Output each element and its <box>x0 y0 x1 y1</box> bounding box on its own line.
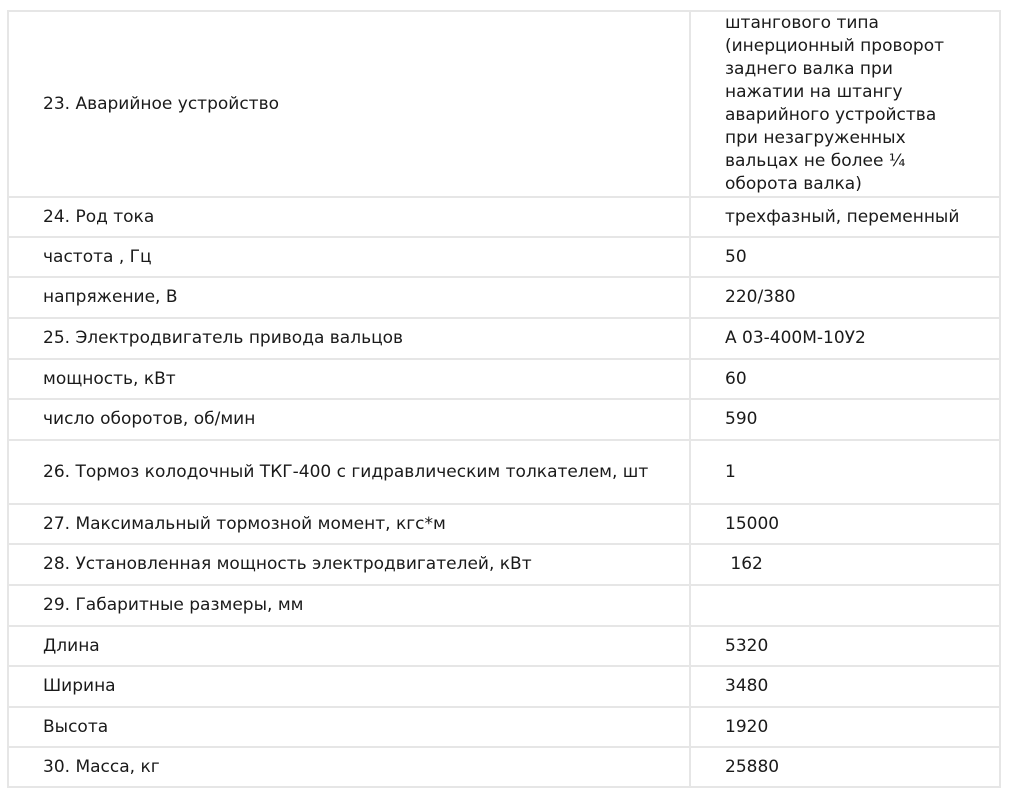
param-value: 3480 <box>725 676 769 696</box>
param-value: штангового типа (инерционный проворот заднего валка при нажатии на штангу аварийного устройства при незагруженных вальцах не более ¼ оборота валка) <box>725 13 950 194</box>
param-cell <box>8 399 690 440</box>
param-cell <box>8 626 690 666</box>
param-cell <box>8 318 690 359</box>
param-cell <box>8 707 690 747</box>
param-value: 50 <box>725 246 747 267</box>
param-label: 25. Электродвигатель привода вальцов <box>43 328 404 348</box>
param-cell <box>8 237 690 277</box>
param-cell <box>8 666 690 707</box>
table-row <box>8 440 1000 504</box>
param-label: 26. Тормоз колодочный ТКГ-400 с гидравлическим толкателем, шт <box>43 461 649 482</box>
value-cell <box>690 197 1000 237</box>
param-cell <box>8 277 690 318</box>
param-value: 5320 <box>725 635 769 656</box>
table-row <box>8 504 1000 544</box>
value-cell <box>690 504 1000 544</box>
param-cell <box>8 359 690 399</box>
value-cell <box>690 11 1000 197</box>
param-label: 24. Род тока <box>43 206 155 227</box>
param-cell <box>8 747 690 787</box>
param-label: напряжение, В <box>43 287 178 307</box>
table-row <box>8 359 1000 399</box>
table-row <box>8 277 1000 318</box>
param-label: частота , Гц <box>43 246 152 267</box>
param-cell <box>8 197 690 237</box>
value-cell <box>690 359 1000 399</box>
param-label: Ширина <box>43 676 116 696</box>
table-row <box>8 197 1000 237</box>
param-value: 1 <box>725 461 736 482</box>
param-label: 23. Аварийное устройство <box>43 93 279 114</box>
table-row <box>8 666 1000 707</box>
table-row <box>8 399 1000 440</box>
param-label: Высота <box>43 716 109 737</box>
value-cell <box>690 237 1000 277</box>
param-value: 162 <box>725 554 763 574</box>
value-cell <box>690 399 1000 440</box>
value-cell <box>690 544 1000 585</box>
param-value: А 03-400М-10У2 <box>725 328 866 348</box>
param-value: 590 <box>725 409 758 429</box>
param-label: 29. Габаритные размеры, мм <box>43 595 304 615</box>
table-row <box>8 747 1000 787</box>
value-cell <box>690 318 1000 359</box>
value-cell <box>690 277 1000 318</box>
param-label: Длина <box>43 635 100 656</box>
param-cell <box>8 11 690 197</box>
param-value: 25880 <box>725 756 780 777</box>
param-value: 220/380 <box>725 287 796 307</box>
param-label: 30. Масса, кг <box>43 756 160 777</box>
table-row <box>8 544 1000 585</box>
param-cell <box>8 504 690 544</box>
param-value: трехфазный, переменный <box>725 206 960 227</box>
table-row <box>8 626 1000 666</box>
param-cell <box>8 544 690 585</box>
value-cell <box>690 440 1000 504</box>
value-cell <box>690 666 1000 707</box>
table-row <box>8 237 1000 277</box>
param-value: 1920 <box>725 716 769 737</box>
table-row <box>8 11 1000 197</box>
param-value: 60 <box>725 368 747 389</box>
param-value: 15000 <box>725 513 780 534</box>
param-cell <box>8 585 690 626</box>
value-cell <box>690 585 1000 626</box>
param-label: число оборотов, об/мин <box>43 409 256 429</box>
table-row <box>8 707 1000 747</box>
table-row <box>8 585 1000 626</box>
param-label: мощность, кВт <box>43 368 176 389</box>
value-cell <box>690 707 1000 747</box>
param-label: 27. Максимальный тормозной момент, кгс*м <box>43 513 446 534</box>
table-row <box>8 318 1000 359</box>
param-label: 28. Установленная мощность электродвигателей, кВт <box>43 554 532 574</box>
value-cell <box>690 626 1000 666</box>
value-cell <box>690 747 1000 787</box>
specifications-table <box>7 10 1001 788</box>
param-cell <box>8 440 690 504</box>
